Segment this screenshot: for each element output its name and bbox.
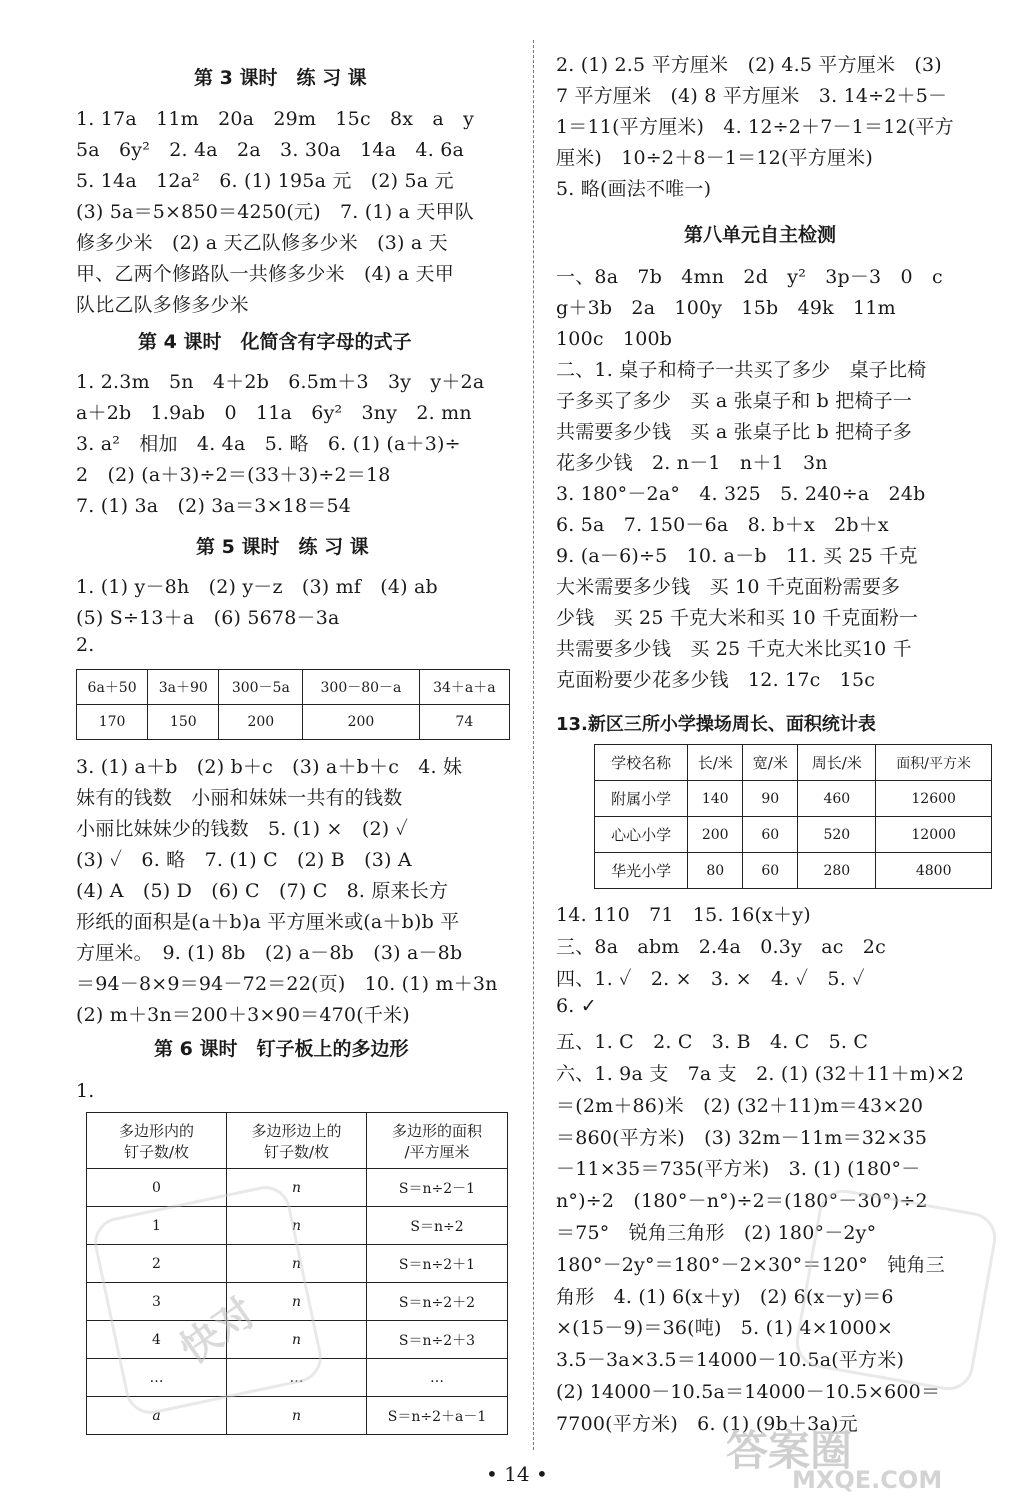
answer-line: 三、8a abm 2.4a 0.3y ac 2c	[556, 935, 886, 958]
answer-line: 7. (1) 3a (2) 3a＝3×18＝54	[76, 495, 352, 517]
answer-line: 五、1. C 2. C 3. B 4. C 5. C	[556, 1031, 869, 1054]
answer-line: g＋3b 2a 100y 15b 49k 11m	[556, 297, 896, 319]
table-cell: 200	[688, 817, 743, 853]
table-header-cell: 面积/平方米	[876, 745, 992, 781]
answer-line: 100c 100b	[556, 328, 673, 350]
answer-line: 180°－2y°＝180°－2×30°＝120° 钝角三	[556, 1253, 945, 1276]
answer-line: ×(15－9)＝36(吨) 5. (1) 4×1000×	[556, 1317, 894, 1340]
table-cell: 200	[303, 705, 419, 740]
answer-line: 花多少钱 2. n－1 n＋1 3n	[556, 452, 828, 474]
answer-line: 甲、乙两个修路队一共修多少米 (4) a 天甲	[76, 263, 454, 285]
answer-line: 3.5－3a×3.5＝14000－10.5a(平方米)	[556, 1349, 905, 1372]
table-cell: S＝n÷2＋a－1	[367, 1397, 508, 1435]
answer-line: 小丽比妹妹少的钱数 5. (1) × (2) ✓	[76, 818, 409, 840]
answer-line: 四、1. ✓ 2. × 3. × 4. ✓ 5. ✓	[556, 967, 865, 990]
answer-line: (3) ✓ 6. 略 7. (1) C (2) B (3) A	[76, 849, 412, 871]
table-cell: n	[227, 1207, 367, 1245]
table-cell: 12000	[876, 817, 992, 853]
table-header-cell: 多边形内的 钉子数/枚	[87, 1113, 227, 1169]
table-header-cell: 多边形的面积 /平方厘米	[367, 1113, 508, 1169]
answer-line: 5. 14a 12a² 6. (1) 195a 元 (2) 5a 元	[76, 170, 454, 192]
table-cell: 附属小学	[595, 781, 688, 817]
answer-line: (5) S÷13＋a (6) 5678－3a	[76, 607, 340, 629]
answer-line: n°)÷2 (180°－n°)÷2＝(180°－30°)÷2	[556, 1190, 928, 1213]
answer-line: ＝860(平方米) (3) 32m－11m＝32×35	[556, 1126, 928, 1149]
table-row	[87, 1169, 508, 1207]
answer-line: 子多买了多少 买 a 张桌子和 b 把椅子一	[556, 390, 913, 412]
answer-line: a＋2b 1.9ab 0 11a 6y² 3ny 2. mn	[76, 402, 472, 424]
table-row	[77, 670, 510, 705]
statistics-table-title: 13.新区三所小学操场周长、面积统计表	[556, 714, 876, 735]
table-cell: 90	[743, 781, 798, 817]
table-row	[595, 853, 992, 889]
table-row	[77, 705, 510, 740]
answer-line: 6. ✓	[556, 995, 597, 1018]
table-cell: 4	[87, 1321, 227, 1359]
answer-line: 14. 110 71 15. 16(x＋y)	[556, 904, 811, 926]
table-cell: n	[227, 1169, 367, 1207]
lesson-6-question-number: 1.	[76, 1080, 95, 1102]
table-row	[595, 781, 992, 817]
page-number: • 14 •	[486, 1462, 548, 1486]
table-cell: n	[227, 1245, 367, 1283]
answer-line: 5. 略(画法不唯一)	[556, 178, 712, 200]
table-header-cell: 周长/米	[798, 745, 876, 781]
table-header-cell: 宽/米	[743, 745, 798, 781]
table-header-cell: 长/米	[688, 745, 743, 781]
table-cell: S＝n÷2＋2	[367, 1283, 508, 1321]
table-cell: 心心小学	[595, 817, 688, 853]
answer-line: －11×35＝735(平方米) 3. (1) (180°－	[556, 1158, 921, 1181]
table-cell: 4800	[876, 853, 992, 889]
table-cell: n	[227, 1321, 367, 1359]
section-heading-lesson-3: 第 3 课时 练 习 课	[194, 67, 367, 89]
table-cell: …	[227, 1359, 367, 1397]
answer-line: 2 (2) (a＋3)÷2＝(33＋3)÷2＝18	[76, 464, 391, 486]
table-cell: S＝n÷2＋3	[367, 1321, 508, 1359]
table-cell: …	[367, 1359, 508, 1397]
answer-line: ＝94－8×9＝94－72＝22(页) 10. (1) m＋3n	[76, 973, 498, 995]
table-cell: 华光小学	[595, 853, 688, 889]
table-cell: 460	[798, 781, 876, 817]
answer-line: (2) m＋3n＝200＋3×90＝470(千米)	[76, 1004, 410, 1026]
table-cell: 80	[688, 853, 743, 889]
table-cell: S＝n÷2＋1	[367, 1245, 508, 1283]
table-cell: 74	[419, 705, 509, 740]
table-cell: 3	[87, 1283, 227, 1321]
table-cell: 0	[87, 1169, 227, 1207]
answer-line: 少钱 买 25 千克大米和买 10 千克面粉一	[556, 607, 919, 629]
watermark-site: MXQE.COM	[792, 1466, 943, 1494]
table-cell: 150	[148, 705, 219, 740]
answer-line: 6. 5a 7. 150－6a 8. b＋x 2b＋x	[556, 514, 889, 536]
answer-line: 形纸的面积是(a＋b)a 平方厘米或(a＋b)b 平	[76, 911, 460, 933]
answer-line: 一、8a 7b 4mn 2d y² 3p－3 0 c	[556, 266, 943, 288]
table-cell: n	[227, 1283, 367, 1321]
table-cell: 60	[743, 817, 798, 853]
answer-line: 队比乙队多修多少米	[76, 294, 249, 316]
table-cell: 300－5a	[219, 670, 303, 705]
table-cell: 200	[219, 705, 303, 740]
school-playground-table	[594, 744, 992, 889]
school-table-body	[595, 781, 992, 889]
answer-line: 厘米) 10÷2＋8－1＝12(平方厘米)	[556, 147, 873, 169]
table-cell: S＝n÷2－1	[367, 1169, 508, 1207]
answer-line: 1＝11(平方厘米) 4. 12÷2＋7－1＝12(平方	[556, 116, 954, 138]
table-cell: …	[87, 1359, 227, 1397]
answer-line: 修多少米 (2) a 天乙队修多少米 (3) a 天	[76, 232, 448, 254]
answer-line: 7 平方厘米 (4) 8 平方厘米 3. 14÷2＋5－	[556, 85, 948, 107]
table-cell: a	[87, 1397, 227, 1435]
answer-line: 角形 4. (1) 6(x＋y) (2) 6(x－y)＝6	[556, 1285, 894, 1308]
answer-line: ＝(2m＋86)米 (2) (32＋11)m＝43×20	[556, 1094, 924, 1117]
table-cell: 140	[688, 781, 743, 817]
table-cell: 12600	[876, 781, 992, 817]
table-header-row	[595, 745, 992, 781]
table-row	[595, 817, 992, 853]
table-cell: 170	[77, 705, 148, 740]
answer-line: 9. (a－6)÷5 10. a－b 11. 买 25 千克	[556, 545, 918, 567]
table-cell: 3a＋90	[148, 670, 219, 705]
lesson-5-expression-table	[76, 669, 510, 740]
table-header-cell: 学校名称	[595, 745, 688, 781]
answer-line: 共需要多少钱 买 a 张桌子比 b 把椅子多	[556, 421, 913, 443]
answer-line: ＝75° 锐角三角形 (2) 180°－2y°	[556, 1222, 877, 1244]
answer-line: 3. a² 相加 4. 4a 5. 略 6. (1) (a＋3)÷	[76, 433, 461, 455]
watermark-left: 快对	[172, 1289, 264, 1374]
table-cell: 520	[798, 817, 876, 853]
table-cell: 1	[87, 1207, 227, 1245]
answer-line: 2. (1) 2.5 平方厘米 (2) 4.5 平方厘米 (3)	[556, 54, 942, 76]
answer-line: (2) 14000－10.5a＝14000－10.5×600＝	[556, 1381, 941, 1403]
answer-line: 方厘米。 9. (1) 8b (2) a－8b (3) a－8b	[76, 942, 463, 964]
table-cell: S＝n÷2	[367, 1207, 508, 1245]
table-cell: n	[227, 1397, 367, 1435]
table-header-cell: 多边形边上的 钉子数/枚	[227, 1113, 367, 1169]
table-header-row	[87, 1113, 508, 1169]
watermark-stamp-right	[792, 1186, 1001, 1395]
answer-line: 1. 17a 11m 20a 29m 15c 8x a y	[76, 108, 475, 130]
section-heading-unit-8-test: 第八单元自主检测	[684, 224, 837, 246]
answer-line: 妹有的钱数 小丽和妹妹一共有的钱数	[76, 787, 403, 809]
answer-line: 二、1. 桌子和椅子一共买了多少 桌子比椅	[556, 359, 927, 381]
table-cell: 300－80－a	[303, 670, 419, 705]
table-cell: 280	[798, 853, 876, 889]
answer-line: 3. (1) a＋b (2) b＋c (3) a＋b＋c 4. 妹	[76, 756, 463, 778]
answer-line: 1. (1) y－8h (2) y－z (3) mf (4) ab	[76, 576, 438, 598]
answer-line: 7700(平方米) 6. (1) (9b＋3a)元	[556, 1412, 858, 1435]
table-cell: 60	[743, 853, 798, 889]
answer-line: 3. 180°－2a° 4. 325 5. 240÷a 24b	[556, 483, 926, 505]
answer-line: 共需要多少钱 买 25 千克大米比买10 千	[556, 638, 912, 660]
table-cell: 6a＋50	[77, 670, 148, 705]
answer-line: 2.	[76, 634, 95, 656]
answer-line: 1. 2.3m 5n 4＋2b 6.5m＋3 3y y＋2a	[76, 371, 485, 393]
section-heading-lesson-6: 第 6 课时 钉子板上的多边形	[154, 1038, 409, 1060]
watermark-right: 答案圈	[726, 1426, 853, 1475]
table-cell: 34＋a＋a	[419, 670, 509, 705]
answer-line: 大米需要多少钱 买 10 千克面粉需要多	[556, 576, 901, 598]
section-heading-lesson-5: 第 5 课时 练 习 课	[196, 536, 369, 558]
answer-line: (4) A (5) D (6) C (7) C 8. 原来长方	[76, 880, 449, 902]
answer-line: (3) 5a＝5×850＝4250(元) 7. (1) a 天甲队	[76, 201, 474, 223]
answer-line: 克面粉要少花多少钱 12. 17c 15c	[556, 669, 876, 691]
answer-line: 六、1. 9a 支 7a 支 2. (1) (32＋11＋m)×2	[556, 1063, 965, 1085]
section-heading-lesson-4: 第 4 课时 化简含有字母的式子	[138, 331, 412, 353]
column-divider	[533, 40, 534, 1450]
table-cell: 2	[87, 1245, 227, 1283]
answer-line: 5a 6y² 2. 4a 2a 3. 30a 14a 4. 6a	[76, 139, 465, 161]
